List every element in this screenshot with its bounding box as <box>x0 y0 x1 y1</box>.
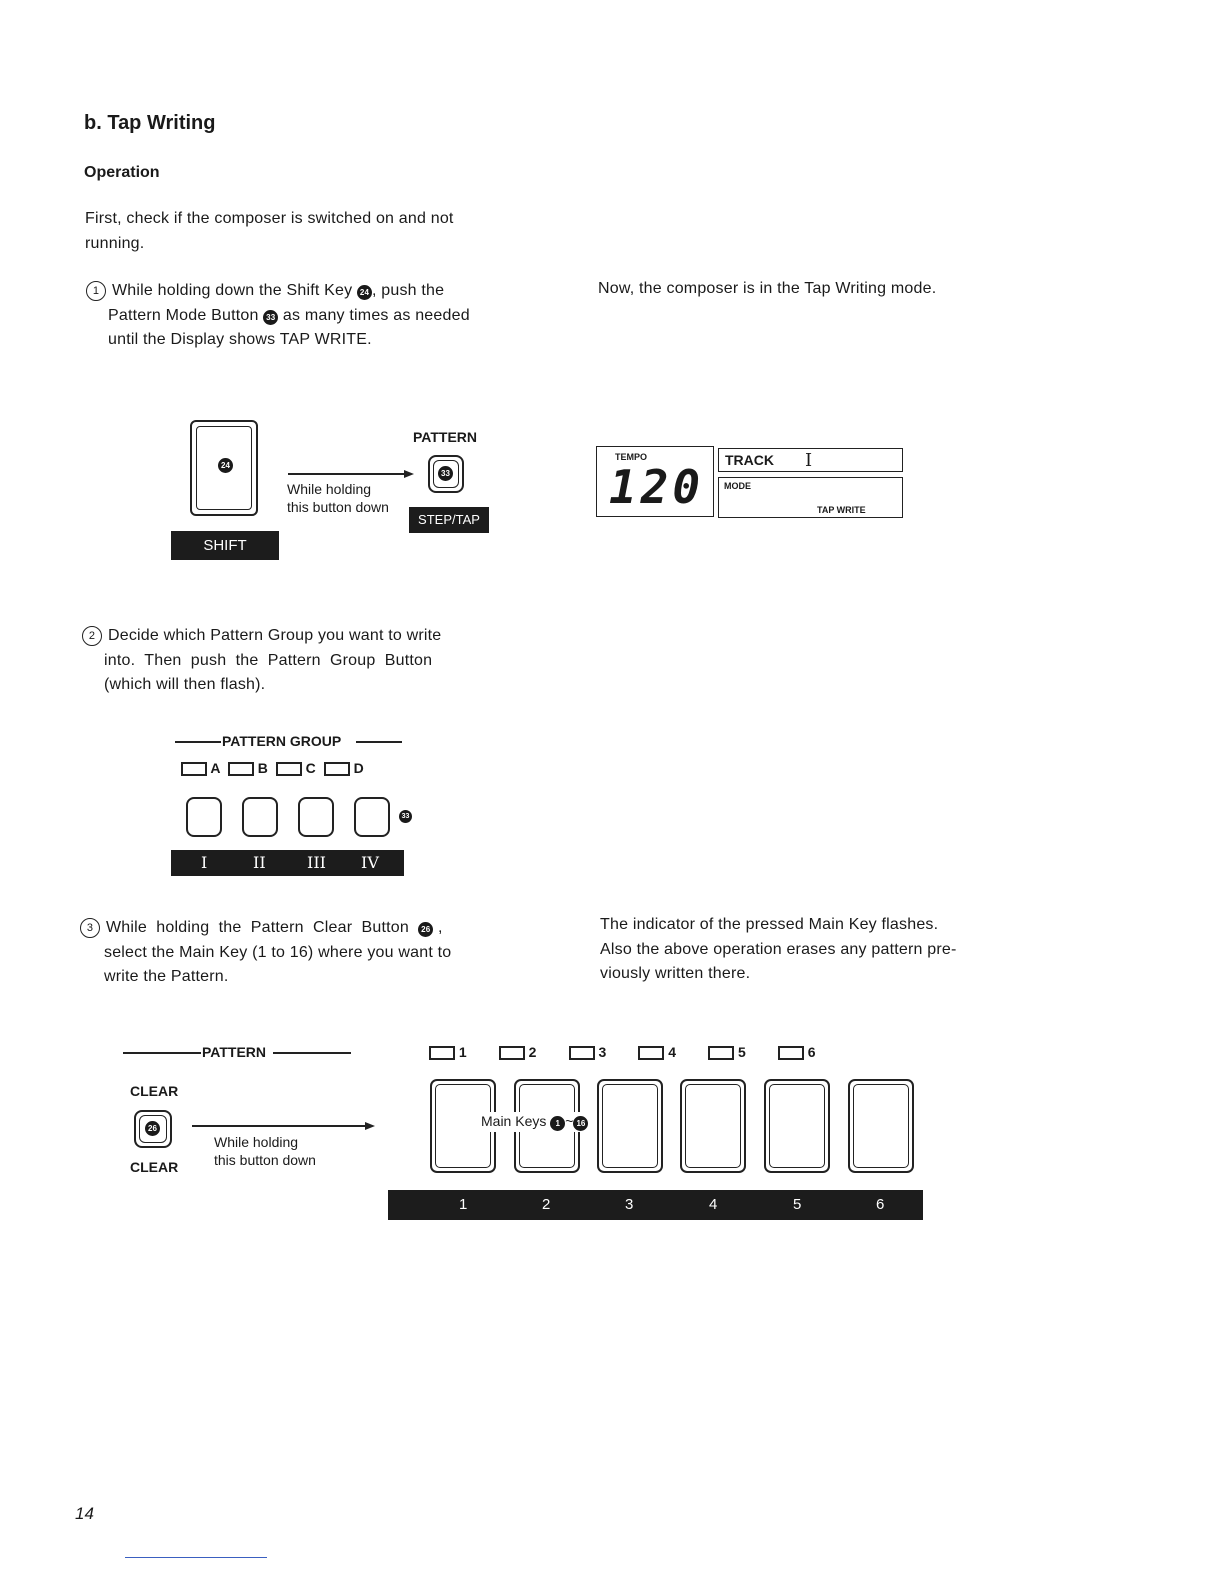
led-a-label: A <box>210 760 220 776</box>
step-3-note <box>600 913 956 987</box>
track-display <box>718 448 903 472</box>
pattern-clear-ref-badge: 26 <box>418 922 433 937</box>
tempo-value: 120 <box>609 460 705 514</box>
key-led-6-label: 6 <box>807 1044 816 1060</box>
roman-4-label: IV <box>361 853 379 872</box>
main-key-number-bar <box>388 1190 923 1220</box>
clear-label-top: CLEAR <box>130 1083 179 1099</box>
while-holding-line-3: While holding <box>214 1134 299 1150</box>
led-c-indicator <box>276 762 302 776</box>
mode-value: TAP WRITE <box>817 505 866 515</box>
pattern-group-roman-bar <box>171 850 404 876</box>
pattern-mode-button[interactable] <box>428 455 464 493</box>
led-d-label: D <box>353 760 364 776</box>
key-led-3-indicator <box>569 1046 595 1060</box>
while-holding-line-4: this button down <box>214 1152 316 1168</box>
shift-key-ref-badge: 24 <box>357 285 372 300</box>
step-1-line-3: until the Display shows TAP WRITE. <box>108 331 372 348</box>
key-number-2: 2 <box>542 1196 551 1213</box>
while-holding-caption-2 <box>214 1133 316 1169</box>
main-key-4[interactable] <box>680 1079 746 1173</box>
arrow-line-2 <box>192 1125 368 1127</box>
page-number: 14 <box>75 1504 94 1523</box>
led-a-indicator <box>181 762 207 776</box>
step-1-line-2b: as many times as needed <box>282 306 470 324</box>
shift-label-bar: SHIFT <box>171 531 279 560</box>
key-number-6: 6 <box>876 1196 885 1213</box>
main-key-3[interactable] <box>597 1079 663 1173</box>
while-holding-caption-1 <box>287 480 389 516</box>
step-3-note-line-2: Also the above operation erases any pattern pre- <box>600 940 957 958</box>
led-d-indicator <box>324 762 350 776</box>
key-number-5: 5 <box>793 1196 802 1213</box>
pattern-mode-ref-badge: 33 <box>263 310 278 325</box>
step-3-line-1a: While holding the Pattern Clear Button <box>106 919 409 936</box>
led-c-label: C <box>305 760 316 776</box>
arrow-right-icon <box>404 470 414 478</box>
main-key-6[interactable] <box>848 1079 914 1173</box>
track-label: TRACK <box>725 452 774 468</box>
step-3-note-line-3: viously written there. <box>600 965 751 982</box>
step-3-note-line-1: The indicator of the pressed Main Key flashes. <box>600 916 939 933</box>
key-led-1-indicator <box>429 1046 455 1060</box>
mode-label: MODE <box>724 481 751 491</box>
while-holding-line-2: this button down <box>287 499 389 515</box>
key-led-4-label: 4 <box>668 1044 677 1060</box>
step-1-line-2a: Pattern Mode Button <box>108 306 259 324</box>
step-3-number: 3 <box>80 918 100 938</box>
pattern-group-button-d[interactable] <box>354 797 390 837</box>
roman-1-label: I <box>201 853 208 872</box>
clear-label-bottom: CLEAR <box>130 1159 179 1175</box>
pattern-group-button-b[interactable] <box>242 797 278 837</box>
main-keys-callout <box>478 1112 591 1132</box>
mode-display <box>718 477 903 518</box>
key-led-5-indicator <box>708 1046 734 1060</box>
main-key-to-ref-icon: 16 <box>573 1116 588 1131</box>
pattern-group-title: PATTERN GROUP <box>222 733 342 749</box>
main-keys-tilde: ~ <box>565 1113 574 1129</box>
pattern-rule-right <box>273 1052 351 1054</box>
while-holding-line-1: While holding <box>287 481 372 497</box>
tempo-display <box>596 446 714 517</box>
step-1-line-1a: While holding down the Shift Key <box>112 282 353 299</box>
step-3-line-1b: , <box>437 919 443 936</box>
roman-3-label: III <box>307 853 326 872</box>
step-2-line-1: Decide which Pattern Group you want to write <box>108 627 442 644</box>
step-2-instruction <box>82 624 502 698</box>
arrow-line-1 <box>288 473 408 475</box>
key-number-4: 4 <box>709 1196 718 1213</box>
pattern-group-rule-left <box>175 741 221 743</box>
step-3-line-2: select the Main Key (1 to 16) where you want to <box>104 943 452 961</box>
key-led-2-indicator <box>499 1046 525 1060</box>
pattern-clear-button[interactable] <box>134 1110 172 1148</box>
step-1-instruction <box>86 279 506 353</box>
step-3-instruction <box>80 916 500 990</box>
pattern-group-rule-right <box>356 741 402 743</box>
main-key-leds <box>429 1044 816 1060</box>
step-2-line-2: into. Then push the Pattern Group Button <box>104 651 433 669</box>
key-led-3-label: 3 <box>598 1044 607 1060</box>
key-led-5-label: 5 <box>738 1044 746 1060</box>
step-1-number: 1 <box>86 281 106 301</box>
pattern-group-ref-icon: 33 <box>399 810 412 823</box>
pattern-group-button-c[interactable] <box>298 797 334 837</box>
tempo-label: TEMPO <box>615 452 648 462</box>
pattern-clear-ref-icon: 26 <box>145 1121 160 1136</box>
led-b-indicator <box>228 762 254 776</box>
step-3-line-3: write the Pattern. <box>104 968 229 985</box>
pattern-clear-title: PATTERN <box>202 1044 267 1060</box>
key-led-4-indicator <box>638 1046 664 1060</box>
step-tap-label-bar: STEP/TAP <box>409 507 489 533</box>
key-number-3: 3 <box>625 1196 634 1213</box>
shift-key-ref-icon: 24 <box>218 458 233 473</box>
section-title: b. Tap Writing <box>84 112 216 134</box>
step-1-note: Now, the composer is in the Tap Writing mode. <box>598 280 937 297</box>
step-1-line-1b: , push the <box>371 282 445 299</box>
led-b-label: B <box>257 760 268 776</box>
main-key-from-ref-icon: 1 <box>550 1116 565 1131</box>
key-led-1-label: 1 <box>458 1044 467 1060</box>
roman-2-label: II <box>253 853 266 872</box>
pattern-mode-ref-icon: 33 <box>438 466 453 481</box>
intro-paragraph <box>85 207 454 256</box>
key-number-1: 1 <box>459 1196 468 1213</box>
step-2-line-3: (which will then flash). <box>104 676 266 693</box>
main-keys-label: Main Keys <box>481 1113 547 1129</box>
intro-line-2: running. <box>85 234 145 252</box>
pattern-rule-left <box>123 1052 201 1054</box>
pattern-group-button-a[interactable] <box>186 797 222 837</box>
main-key-5[interactable] <box>764 1079 830 1173</box>
arrow-right-icon-2 <box>365 1122 375 1130</box>
section-subtitle: Operation <box>84 164 160 181</box>
footer-rule <box>125 1557 267 1558</box>
pattern-label: PATTERN <box>413 429 478 445</box>
step-2-number: 2 <box>82 626 102 646</box>
intro-line-1: First, check if the composer is switched on and not <box>85 210 454 227</box>
shift-key-button[interactable] <box>190 420 258 516</box>
track-value: I <box>805 450 813 471</box>
pattern-group-leds <box>181 760 364 776</box>
key-led-6-indicator <box>778 1046 804 1060</box>
key-led-2-label: 2 <box>528 1044 537 1060</box>
